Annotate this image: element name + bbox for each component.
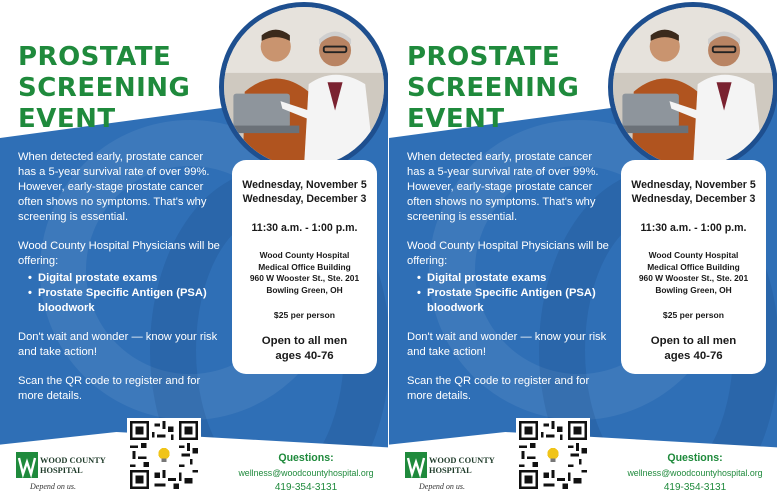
logo-tagline: Depend on us. <box>419 482 465 491</box>
logo-tagline: Depend on us. <box>30 482 76 491</box>
scan-instructions: Scan the QR code to register and for more details. <box>18 375 201 402</box>
date-line: Wednesday, December 3 <box>631 193 756 205</box>
event-dates <box>232 178 377 206</box>
hospital-logo <box>16 450 116 494</box>
event-venue <box>232 250 377 296</box>
contact-email[interactable]: wellness@woodcountyhospital.org <box>238 468 374 478</box>
call-to-action: Don't wait and wonder — know your risk and take action! <box>407 331 607 358</box>
venue-line: 960 W Wooster St., Ste. 201 <box>638 273 749 283</box>
event-title: PROSTATE SCREENING EVENT <box>407 42 580 134</box>
venue-line: Bowling Green, OH <box>266 284 343 295</box>
date-line: Wednesday, November 5 <box>242 179 367 191</box>
event-title: PROSTATE SCREENING EVENT <box>18 42 191 134</box>
venue-line: Bowling Green, OH <box>655 284 732 295</box>
event-dates <box>621 178 766 206</box>
questions-label: Questions: <box>667 452 723 464</box>
offering-item: • Prostate Specific Antigen (PSA) bloodwork <box>28 286 223 316</box>
contact-phone[interactable]: 419-354-3131 <box>663 482 727 493</box>
event-details-card <box>232 160 377 374</box>
qr-code-icon[interactable] <box>516 418 590 492</box>
offering-item: • Digital prostate exams <box>28 271 223 286</box>
contact-info <box>615 452 775 493</box>
event-price: $25 per person <box>662 310 725 320</box>
eligibility <box>621 334 766 364</box>
venue-line: Medical Office Building <box>258 261 351 272</box>
event-time: 11:30 a.m. - 1:00 p.m. <box>251 222 358 234</box>
logo-name-line: WOOD COUNTY <box>429 456 495 465</box>
logo-name-line: HOSPITAL <box>40 465 83 475</box>
eligibility-line: Open to all men <box>261 335 348 347</box>
doctor-patient-photo <box>608 2 777 172</box>
questions-label: Questions: <box>278 452 334 464</box>
doctor-patient-photo <box>219 2 388 172</box>
offering-intro: Wood County Hospital Physicians will be offering: <box>18 240 220 267</box>
intro-paragraph: When detected early, prostate cancer has a 5-year survival rate of over 99%. However, early-stage prostate cancer often shows no symptoms. That's why screening is essential. <box>407 151 599 223</box>
event-time: 11:30 a.m. - 1:00 p.m. <box>640 222 747 234</box>
contact-email[interactable]: wellness@woodcountyhospital.org <box>627 468 763 478</box>
offering-item: • Prostate Specific Antigen (PSA) bloodwork <box>417 286 612 316</box>
logo-name <box>40 456 120 475</box>
offerings-list <box>417 271 612 316</box>
call-to-action: Don't wait and wonder — know your risk and take action! <box>18 331 218 358</box>
eligibility-line: Open to all men <box>650 335 737 347</box>
offerings-list <box>28 271 223 316</box>
contact-info <box>226 452 386 493</box>
venue-line: Wood County Hospital <box>648 250 739 260</box>
date-line: Wednesday, December 3 <box>242 193 367 205</box>
event-venue <box>621 250 766 296</box>
eligibility-line: ages 40-76 <box>275 350 334 362</box>
logo-mark-icon <box>16 452 38 478</box>
eligibility <box>232 334 377 364</box>
description <box>407 150 612 418</box>
intro-paragraph: When detected early, prostate cancer has a 5-year survival rate of over 99%. However, early-stage prostate cancer often shows no symptoms. That's why screening is essential. <box>18 151 210 223</box>
logo-name-line: HOSPITAL <box>429 465 472 475</box>
event-details-card <box>621 160 766 374</box>
venue-line: 960 W Wooster St., Ste. 201 <box>249 273 360 283</box>
eligibility-line: ages 40-76 <box>664 350 723 362</box>
date-line: Wednesday, November 5 <box>631 179 756 191</box>
qr-code-icon[interactable] <box>127 418 201 492</box>
hospital-logo <box>405 450 505 494</box>
contact-phone[interactable]: 419-354-3131 <box>274 482 338 493</box>
logo-mark-icon <box>405 452 427 478</box>
logo-name-line: WOOD COUNTY <box>40 456 106 465</box>
logo-name <box>429 456 509 475</box>
description <box>18 150 223 418</box>
venue-line: Wood County Hospital <box>259 250 350 260</box>
offering-intro: Wood County Hospital Physicians will be offering: <box>407 240 609 267</box>
event-price: $25 per person <box>273 310 336 320</box>
venue-line: Medical Office Building <box>647 261 740 272</box>
offering-item: • Digital prostate exams <box>417 271 612 286</box>
flyer-left <box>0 0 388 502</box>
flyer-right <box>389 0 777 502</box>
scan-instructions: Scan the QR code to register and for more details. <box>407 375 590 402</box>
